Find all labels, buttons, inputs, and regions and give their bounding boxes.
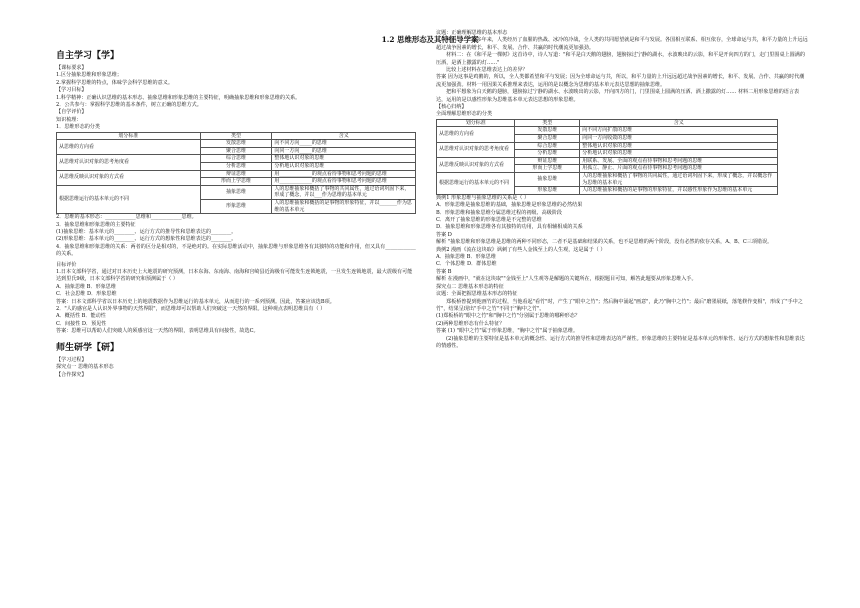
- paragraph: (2)两种思维形态有什么特征？: [436, 320, 505, 327]
- table-cell: 形而上学思维: [200, 178, 272, 186]
- table-header: 含义: [580, 119, 778, 127]
- table-header: 类型: [200, 132, 272, 140]
- paragraph: 答案 D: [436, 231, 452, 238]
- paragraph: 1.区分抽象思维和形象思维；: [56, 72, 122, 79]
- section-heading-self-study: 自主学习【学】: [56, 51, 120, 61]
- table-cell: 聚合思维: [200, 147, 272, 155]
- paragraph: 2．"人的感官是人认识外界事物的天然界限"，而思维却可以帮助人们突破这一天然的界限。这种观点表明思维具有（ ）: [56, 306, 326, 313]
- paragraph: 2．公共参与：掌握科学思维的基本条件，树立正确的思维方式。: [56, 102, 202, 109]
- table-cell: 从思维反映认识对象的方式看: [437, 157, 515, 172]
- table-header: 类型: [515, 119, 580, 127]
- paragraph: 【学习目标】: [56, 87, 87, 94]
- paragraph: 【合作探究】: [56, 371, 87, 378]
- paragraph: 典例2 漫画《流在这块取》讽刺了有些人金钱至上的人生观，这是属于（ ）: [436, 246, 606, 253]
- table-cell: 向同一方向_____的思维: [272, 147, 416, 155]
- paragraph: 解析 在漫画中，"就在这块取""金钱至上"人生观等是解题的关键所在，根据题目可知，解答此题要从形象思维入手。: [436, 276, 697, 283]
- paragraph: 1.科学精神：正确认识思维的基本形态、抽象思维和形象思维的主要特征，明确抽象思维和形象思维的关系。: [56, 94, 301, 101]
- paragraph: (2)抽象思维的主要特征是基本单元的概念性、运行方式的推导性和思维表达的严谨性。形象思维的主要特征是基本单元的形象性、运行方式的想象性和思维表达的情感性。: [436, 335, 805, 349]
- paragraph: C．社会思维 D．形象思维: [56, 291, 117, 298]
- paragraph: 【自学评价】: [56, 109, 87, 116]
- table-cell: 从思维的方向看: [437, 127, 515, 142]
- paragraph: C．间接性 D．预见性: [56, 320, 107, 327]
- table-cell: 用孤立、静止、片面的观点看待事物和思考问题的思维: [580, 165, 778, 173]
- table-cell: 向同一方向收敛的思维: [580, 135, 778, 143]
- paragraph: A．抽象思维 B．形象思维: [56, 283, 116, 290]
- classification-table-blank: [56, 132, 416, 215]
- paragraph: 探究点二 思维基本形态的特征: [436, 283, 504, 290]
- paragraph: 解析 "抽象思维和形象思维是思维的两种不同形态，二者不是基础和结果的关系，也不是思维的两个阶段，没有必然的依存关系，A、B、C三项错误。: [436, 239, 773, 246]
- paragraph: 3．抽象思维和形象思维的主要特征: [56, 221, 136, 228]
- table-cell: 整体地认识对象的思维: [272, 155, 416, 163]
- paragraph: 材料一：一百多年来，人类经历了血腥的热战、冰冷的冷战，全人类的共同愿望就是和平与发展。各国相互联系、相互依存，全球命运与共，和平力量的上升远远超过战争因素的增长，和平、发展、合作、共赢的时代潮流更加强劲。: [436, 37, 808, 51]
- paragraph: 答案：日本文部科学省以日本历史上的地震数据作为思维运行的基本单元，从而进行的一系列预测。因此，答案应该选B项。: [56, 298, 335, 305]
- paragraph: B．形象思维和抽象思维分属思维过程的初级、高级阶段: [436, 209, 562, 216]
- table-cell: 根据思维运行的基本单元的不同: [437, 173, 515, 195]
- table-cell: 辩证思维: [200, 170, 272, 178]
- paragraph: 【课标要求】: [56, 65, 87, 71]
- table-cell: 分析思维: [200, 163, 272, 171]
- table-cell: 分析思维: [515, 150, 580, 158]
- paragraph: 答案 因为这事是鸡鹅的，所以，全人类都希望和平与发展；因为全球命运与共，所以，和平力量的上升远远超过战争因素的增长，和平、发展、合作、共赢的时代潮流更加强劲。材料一用因果关系推理来表达，运用的是以概念为思维的基本单元表达思想的抽象思维。: [436, 74, 805, 88]
- table-cell: 从思维对认识对象的思考角度看: [437, 142, 515, 157]
- paragraph: 答案：思维可以帮助人们突破人的须感官这一天然的界限，表明思维具有间接性，故选C。: [56, 328, 259, 335]
- paragraph: (1)抽象思维：基本单元的________、运行方式的推导性和思维表达的________。: [56, 229, 237, 235]
- table-cell: 从思维的方向看: [57, 140, 201, 155]
- paragraph: 典例1 形象思维与抽象思维的关系是（ ）: [436, 194, 530, 201]
- paragraph: 【学习过程】: [56, 356, 87, 363]
- table-header: 划分标准: [437, 119, 515, 127]
- page-title: 1.2 思维形态及其特征导学案: [381, 35, 479, 44]
- table-cell: 人的思维抽象和概括了事物的共同属性，通过语词巩固下来，形成了概念，并以概念作为思维的基本单元: [580, 173, 778, 187]
- paragraph: A．抽象思维 B．形象思维: [436, 254, 496, 261]
- table-cell: 人的思维抽象和概括的是事物的形象特征，并以_______作为思维的基本单元: [272, 200, 416, 214]
- paragraph: 目标评价: [56, 261, 77, 268]
- table-cell: 综合思维: [200, 155, 272, 163]
- table-cell: 从思维反映认识对象的方式看: [57, 170, 201, 185]
- paragraph: 4．抽象思维和形象思维的关系：两者的区分是相对的，不是绝对的。在实际思维活动中，抽象思维与形象思维各有其独特的功能和作用，但又具有____________的关系。: [56, 243, 416, 258]
- table-header: 划分标准: [57, 132, 201, 140]
- paragraph: 2．思维的基本形态：____________思维和____________思维。: [56, 214, 197, 221]
- table-cell: 根据思维运行的基本单元的不同: [57, 185, 201, 213]
- paragraph: 议题：正确理解思维的基本形态: [436, 30, 508, 36]
- table-cell: 人的思维抽象和概括的是事物的形象特征，并以感性形象作为思维的基本单元: [580, 187, 778, 195]
- table-cell: 抽象思维: [515, 173, 580, 187]
- table-cell: 向不同方向_____的思维: [272, 140, 416, 148]
- table-cell: 用_____________的观点看待事物和思考问题的思维: [272, 170, 416, 178]
- paragraph: 答案 (1) "眼中之竹"属于形象思维，"胸中之竹"属于抽象思维。: [436, 328, 579, 335]
- paragraph: 知识梳理：: [56, 116, 82, 123]
- table-cell: 从思维对认识对象的思考角度看: [57, 155, 201, 170]
- paragraph: 1．思维形态的分类: [56, 124, 100, 131]
- table-cell: 综合思维: [515, 142, 580, 150]
- paragraph: 比较上述材料在思维表达上的差异？: [446, 67, 528, 74]
- table-cell: 聚合思维: [515, 135, 580, 143]
- paragraph: (1)郑板桥的"眼中之竹"和"胸中之竹"分别属于思维的哪种形态？: [436, 313, 580, 320]
- table-cell: 整体地认识对象的思维: [580, 142, 778, 150]
- paragraph: A．形象思维是抽象思维的基础，抽象思维是形象思维的必然结果: [436, 202, 583, 209]
- table-cell: 用_____________的观点看待事物和思考问题的思维: [272, 178, 416, 186]
- paragraph: D．抽象思维和形象思维各有其独特的功用，具有相辅相成的关系: [436, 224, 583, 231]
- classification-table-answers: [436, 119, 778, 195]
- table-cell: 抽象思维: [200, 185, 272, 199]
- left-column: [56, 30, 416, 379]
- paragraph: 郑板桥曾提到他画竹的过程，当他看起"看竹"时，产生了"眼中之竹"；然后胸中涌起"画意"，此乃"胸中之竹"；最后"磨墨展纸，落笔倏作变相"，形成了"手中之竹"，结果呈现出"手中之竹"不同于"胸中之竹"。: [436, 298, 803, 312]
- paragraph: 把和平想象为白天鹅的翅膀，翅膀掠过宁静的湖水、水波映出的云影，开向四方的门，门里围桌上圆满的压酒、酒上撒露的灯…… 材料二用形象思维的语言表达，运用的是以感性形象为思维基本单元表达思想的形象思维。: [436, 89, 800, 103]
- paragraph: (2)形象思维：基本单元的________、运行方式的想象性和思维表达的________。: [56, 236, 237, 243]
- table-cell: 分析地认识对象的思维: [580, 150, 778, 158]
- table-cell: 分析地认识对象的思维: [272, 163, 416, 171]
- table-cell: 发散思维: [515, 127, 580, 135]
- paragraph: 【核心归纳】: [436, 104, 467, 111]
- paragraph: 材料二：在《和平是一棵树》这首诗中，诗人写道："和平是白天鹅的翅膀，翅膀掠过宁静的湖水，水波映出的云影，和平是开向四方的门，走门里围桌上圆满的压酒，是酒上撒露的灯……": [436, 52, 805, 66]
- table-cell: 用联系、发展、全面的观点看待事物和思考问题的思维: [580, 157, 778, 165]
- table-header: 含义: [272, 132, 416, 140]
- table-cell: 形象思维: [515, 187, 580, 195]
- right-column: [436, 30, 808, 350]
- table-cell: 辩证思维: [515, 157, 580, 165]
- table-cell: 向不同方向扩散的思维: [580, 127, 778, 135]
- table-cell: 形而上学思维: [515, 165, 580, 173]
- paragraph: C．离开了抽象思维的形象思维是不完整的思维: [436, 217, 542, 224]
- paragraph: 2.掌握科学思维的特点，体味学会科学思维的意义。: [56, 79, 173, 86]
- paragraph: A．概括性 B．能动性: [56, 313, 106, 320]
- table-cell: 形象思维: [200, 200, 272, 214]
- paragraph: 1.日本文部科学省，通过对日本历史上大地震的研究预测，日本东海、东南海、南海和宫崎县近海极有可能发生连锁地震，一旦发生连锁地震，最大震级有可能达到里氏9级，日本文部科学省的研究和预测属于（ ）: [56, 269, 413, 283]
- table-cell: 发散思维: [200, 140, 272, 148]
- paragraph: 探究点一 思维的基本形态: [56, 364, 114, 371]
- section-heading-research: 师生研学【研】: [56, 342, 120, 353]
- paragraph: 全面理解思维形态的分类: [436, 111, 493, 118]
- paragraph: C．个体思维 D．群体思维: [436, 261, 497, 268]
- table-cell: 人的思维抽象和概括了事物的共同属性，通过语词巩固下来，形成了概念，并以___作为思维的基本单元: [272, 185, 416, 199]
- paragraph: 答案 B: [436, 268, 452, 275]
- paragraph: 议题：全面把握思维基本形态的特征: [436, 291, 518, 298]
